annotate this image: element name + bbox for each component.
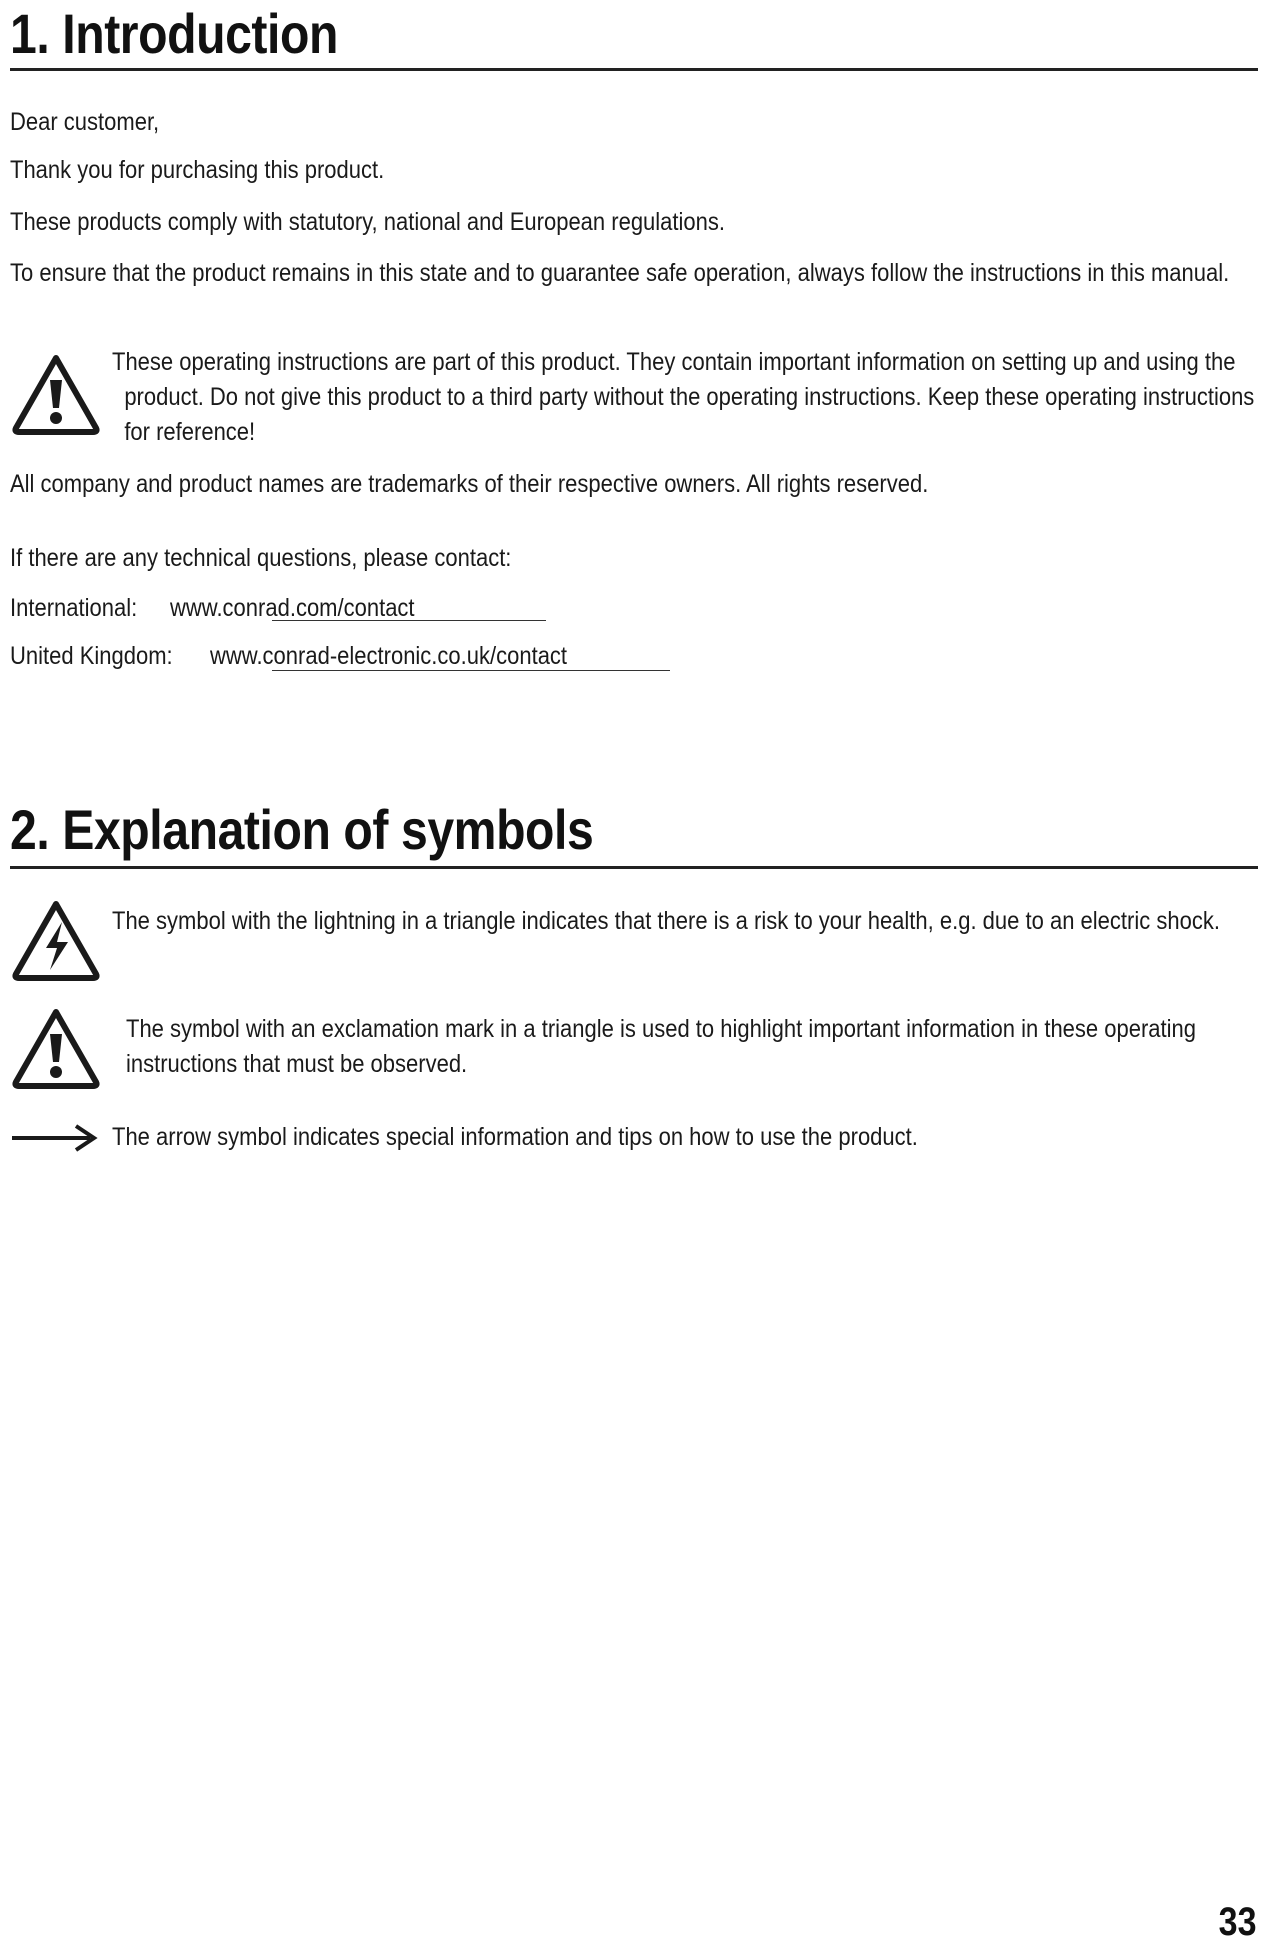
- compliance-text: These products comply with statutory, national and European regulations.: [10, 208, 725, 236]
- section-2-heading: 2. Explanation of symbols: [10, 798, 594, 861]
- greeting-text: Dear customer,: [10, 108, 160, 136]
- contact-uk-underline: [272, 670, 670, 671]
- contact-uk-link[interactable]: www.conrad-electronic.co.uk/contact: [210, 642, 568, 670]
- lightning-triangle-icon: [10, 898, 102, 987]
- trademarks-text: All company and product names are trademarks of their respective owners. All rights reserved.: [10, 470, 929, 498]
- arrow-symbol-text: The arrow symbol indicates special information and tips on how to use the product.: [112, 1123, 918, 1151]
- exclamation-symbol-text: The symbol with an exclamation mark in a triangle is used to highlight important information in these operating instructions that must be observed.: [126, 1015, 1196, 1078]
- ensure-text: To ensure that the product remains in this state and to guarantee safe operation, always follow the instructions in this manual.: [10, 259, 1230, 287]
- lightning-symbol-text: [112, 904, 1258, 939]
- section-1-heading: 1. Introduction: [10, 2, 338, 65]
- exclamation-triangle-icon: [10, 352, 102, 441]
- thanks-text: Thank you for purchasing this product.: [10, 156, 385, 184]
- contact-international-link[interactable]: www.conrad.com/contact: [170, 594, 415, 622]
- warning-notice-text: [112, 345, 1258, 450]
- contact-intro-text: If there are any technical questions, please contact:: [10, 544, 512, 572]
- exclamation-triangle-icon-2: [10, 1006, 102, 1095]
- section-1-rule: [10, 68, 1258, 71]
- contact-international-underline: [272, 620, 546, 621]
- arrow-right-icon: [10, 1122, 98, 1159]
- lightning-symbol-body: The symbol with the lightning in a triangle indicates that there is a risk to your health, e.g. due to an electric shock.: [112, 907, 1220, 935]
- contact-uk-label: United Kingdom:: [10, 642, 173, 670]
- warning-notice-body: These operating instructions are part of this product. They contain important information on setting up and using the product. Do not give this product to a third party without the operating instructions. Keep these operating instructions for reference!: [112, 348, 1255, 446]
- page-number: 33: [1218, 1900, 1256, 1944]
- section-2-rule: [10, 866, 1258, 869]
- contact-international-label: International:: [10, 594, 138, 622]
